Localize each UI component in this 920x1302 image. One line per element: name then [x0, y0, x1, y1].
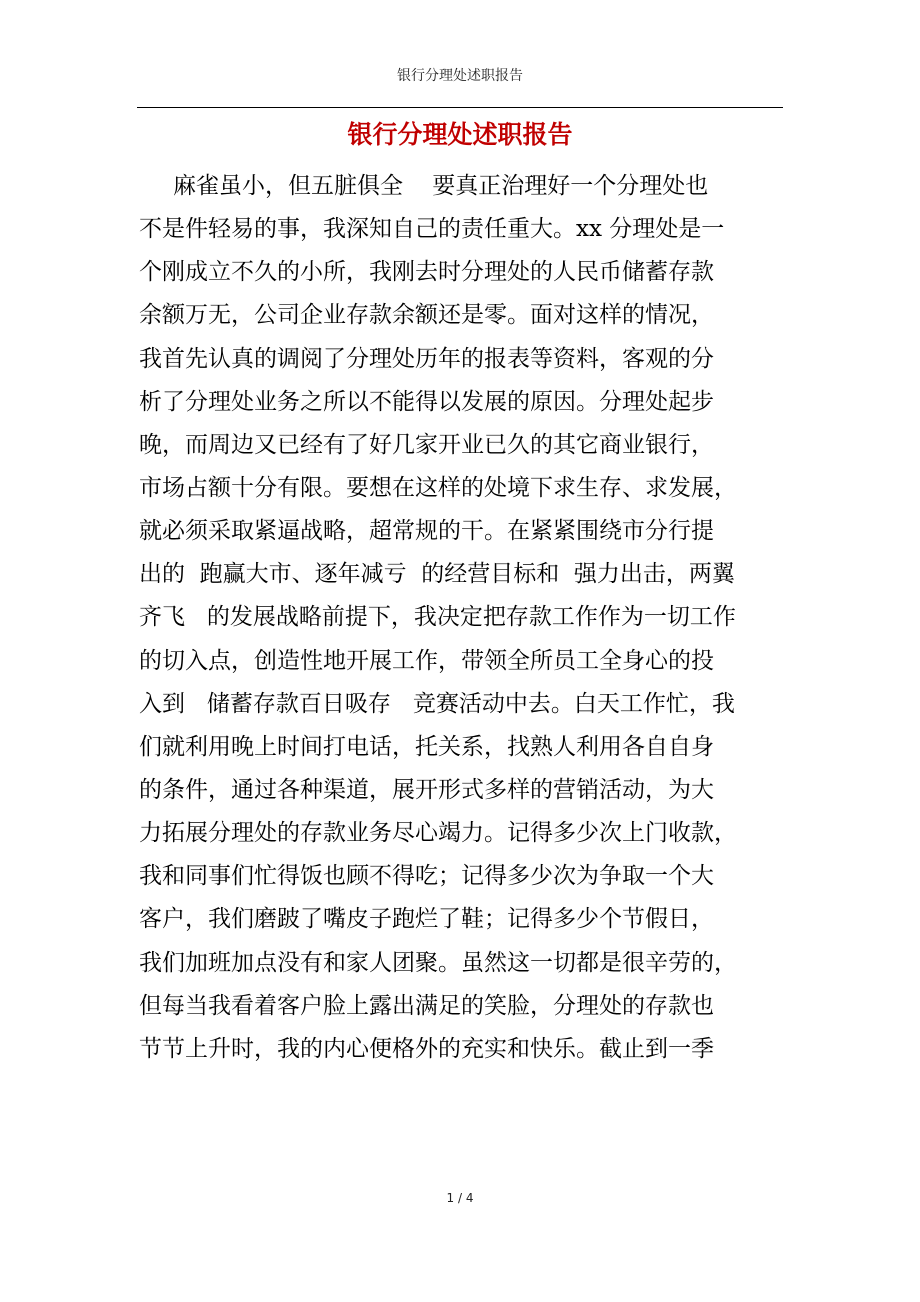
- body-line: 的条件，通过各种渠道，展开形式多样的营销活动，为大: [139, 776, 714, 803]
- body-line: 我和同事们忙得饭也顾不得吃；记得多少次为争取一个大: [139, 863, 714, 890]
- body-line: 齐飞 的发展战略前提下，我决定把存款工作作为一切工作: [139, 604, 736, 631]
- body-line: 不是件轻易的事，我深知自己的责任重大。xx 分理处是一: [139, 216, 725, 243]
- body-line: 入到 储蓄存款百日吸存 竞赛活动中去。白天工作忙，我: [139, 690, 735, 717]
- body-text: [139, 165, 785, 1071]
- body-line: 客户，我们磨跛了嘴皮子跑烂了鞋；记得多少个节假日，: [139, 906, 714, 933]
- running-header: 银行分理处述职报告: [397, 68, 523, 84]
- body-line: 个刚成立不久的小所，我刚去时分理处的人民币储蓄存款: [139, 259, 714, 286]
- document-title: 银行分理处述职报告: [347, 120, 573, 149]
- body-line: 我们加班加点没有和家人团聚。虽然这一切都是很辛劳的，: [139, 949, 737, 976]
- body-line: 出的 跑赢大市、逐年减亏 的经营目标和 强力出击，两翼: [139, 561, 735, 588]
- body-line: 我首先认真的调阅了分理处历年的报表等资料，客观的分: [139, 345, 714, 372]
- body-line: 但每当我看着客户脸上露出满足的笑脸，分理处的存款也: [139, 992, 714, 1019]
- header-rule: [137, 107, 783, 108]
- body-line: 市场占额十分有限。要想在这样的处境下求生存、求发展，: [139, 474, 737, 501]
- body-line: 就必须采取紧逼战略，超常规的干。在紧紧围绕市分行提: [139, 518, 714, 545]
- body-line: 麻雀虽小，但五脏俱全 要真正治理好一个分理处也: [173, 173, 709, 199]
- body-line: 的切入点，创造性地开展工作，带领全所员工全身心的投: [139, 647, 714, 674]
- body-line: 节节上升时，我的内心便格外的充实和快乐。截止到一季: [139, 1035, 714, 1062]
- body-line: 晚，而周边又已经有了好几家开业已久的其它商业银行，: [139, 431, 714, 458]
- body-line: 余额万无，公司企业存款余额还是零。面对这样的情况，: [139, 302, 714, 329]
- body-line: 力拓展分理处的存款业务尽心竭力。记得多少次上门收款，: [139, 820, 737, 847]
- body-line: 析了分理处业务之所以不能得以发展的原因。分理处起步: [139, 388, 714, 415]
- page-number: 1 / 4: [446, 1191, 474, 1205]
- body-line: 们就利用晚上时间打电话，托关系，找熟人利用各自自身: [139, 733, 714, 760]
